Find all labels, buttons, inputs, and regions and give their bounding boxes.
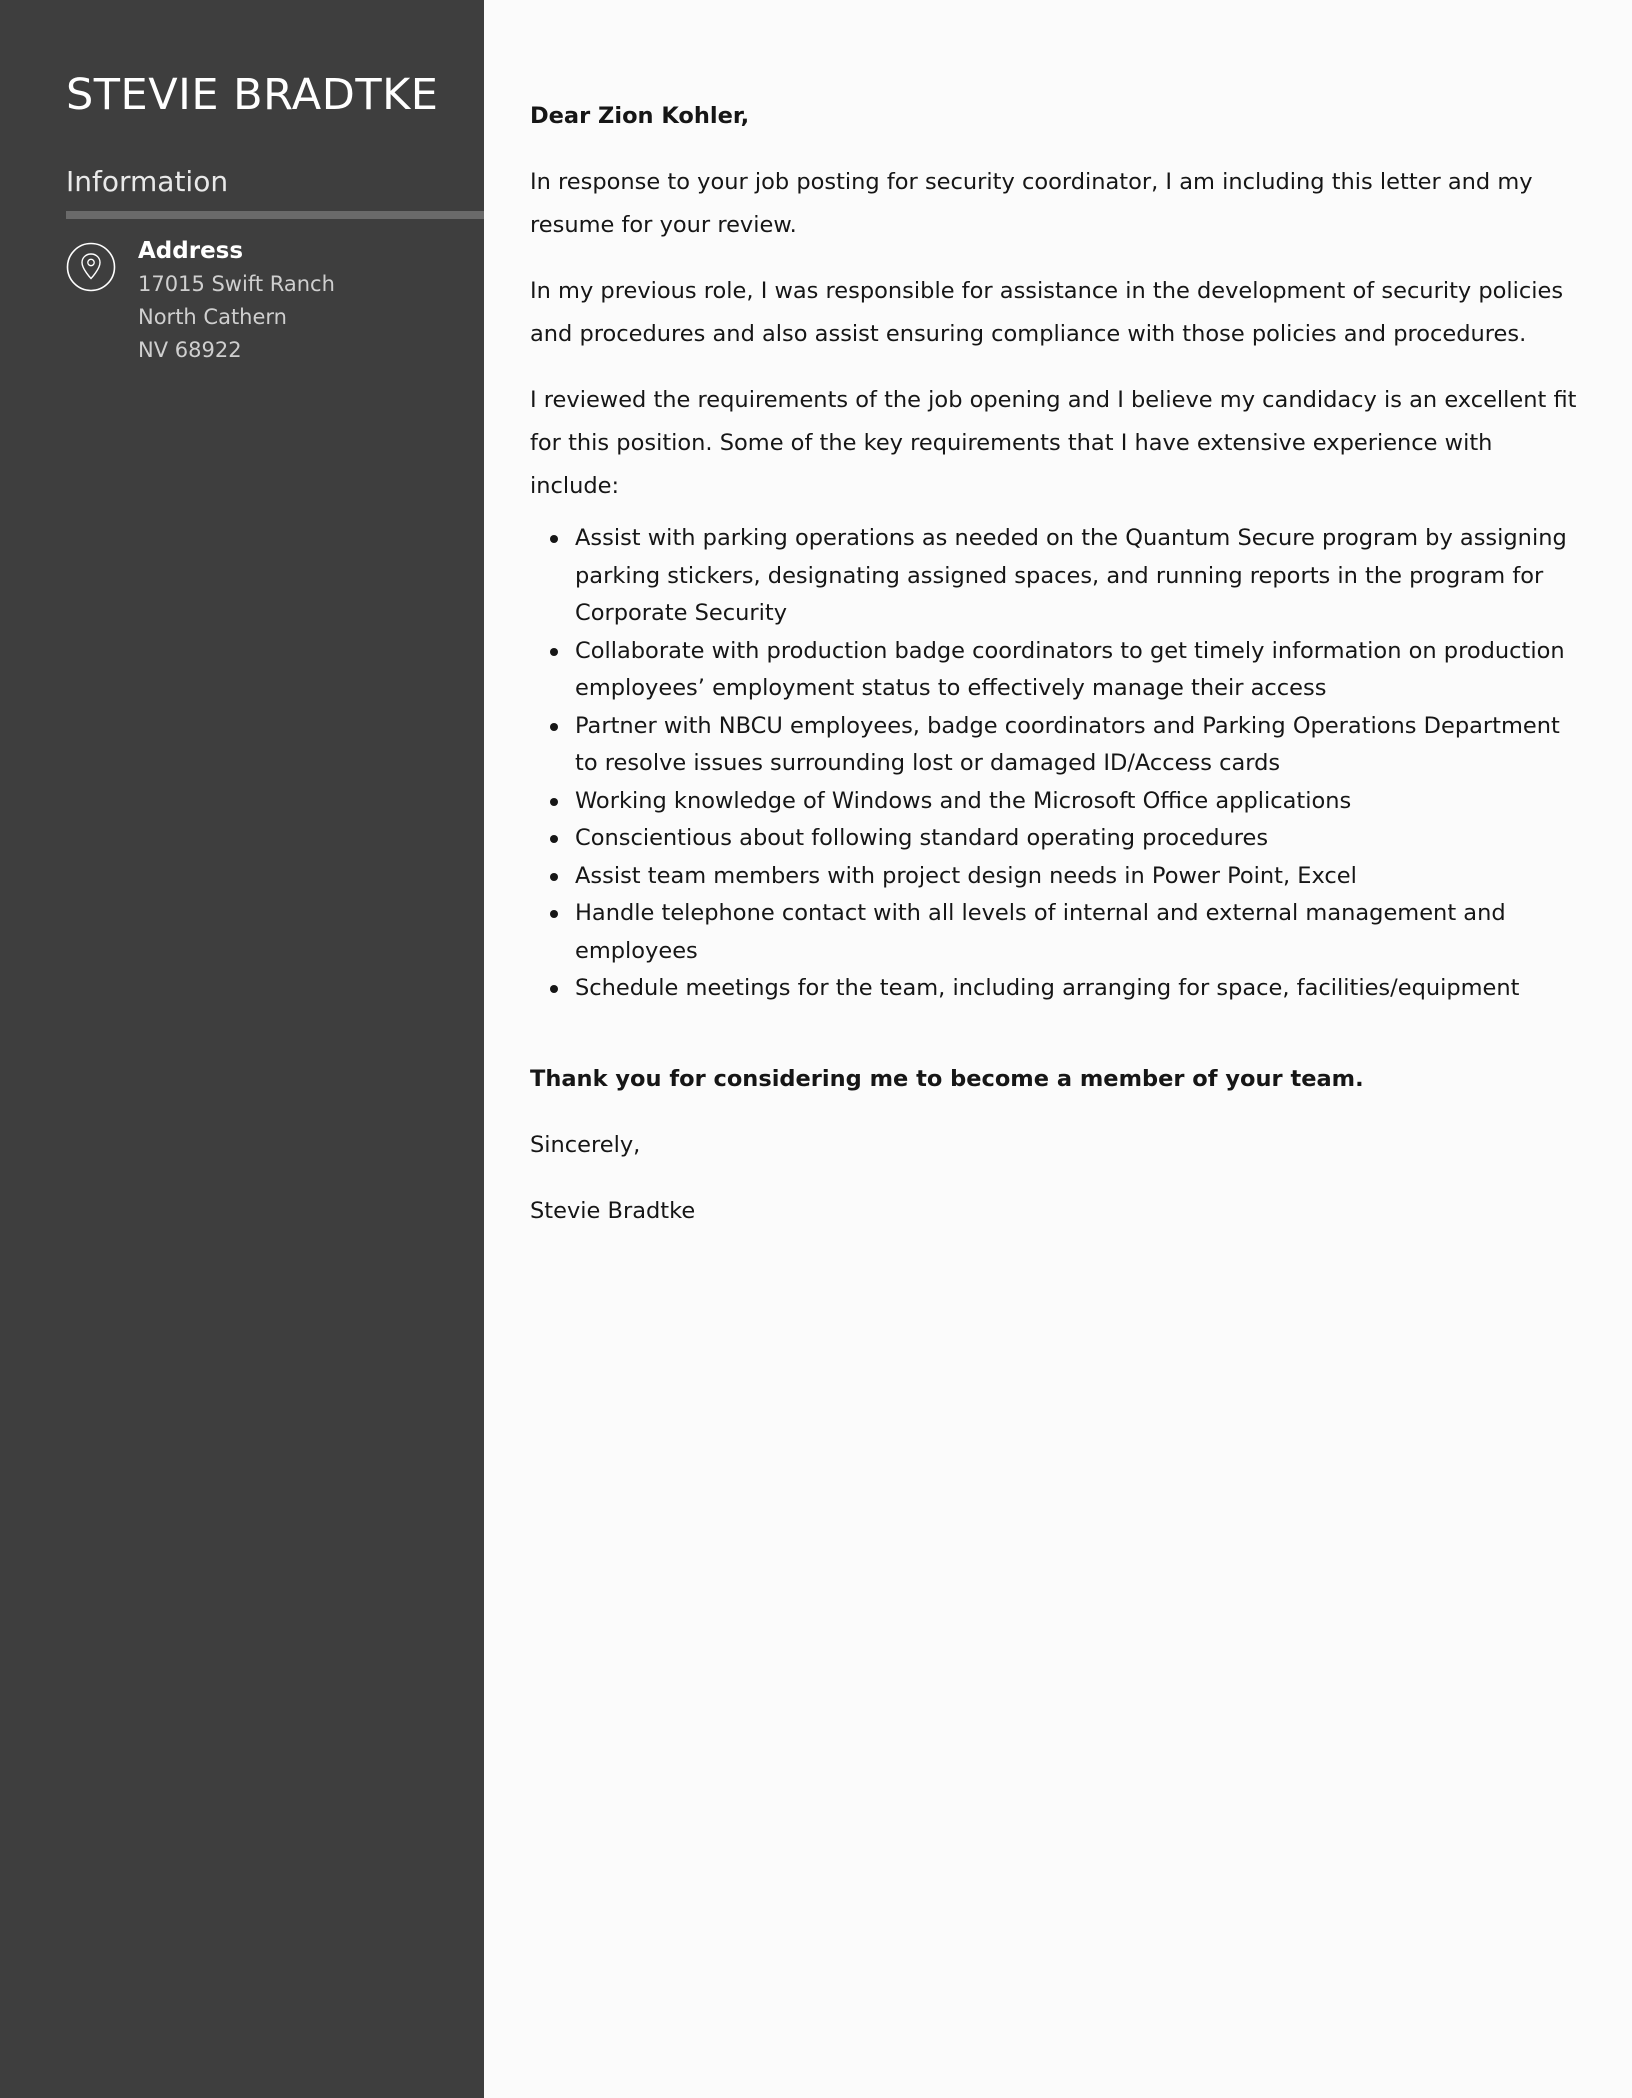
requirement-item: Conscientious about following standard operating procedures: [575, 820, 1580, 858]
requirement-item: Assist with parking operations as needed on the Quantum Secure program by assigning parking stickers, designating assigned spaces, and running reports in the program for Corporate Security: [575, 520, 1580, 633]
closing-thanks: Thank you for considering me to become a member of your team.: [530, 1065, 1364, 1092]
letter-paragraph: In response to your job posting for security coordinator, I am including this letter and my resume for your review.: [530, 169, 1533, 238]
signoff: Sincerely,: [530, 1131, 641, 1158]
requirement-item: Schedule meetings for the team, including arranging for space, facilities/equipment: [575, 970, 1580, 1008]
address-heading: Address: [138, 238, 244, 264]
letter-body: [530, 95, 1580, 1256]
letter-paragraph: In my previous role, I was responsible for assistance in the development of security policies and procedures and also assist ensuring compliance with those policies and procedures.: [530, 278, 1564, 347]
signature-name: Stevie Bradtke: [530, 1197, 696, 1224]
address-line: 17015 Swift Ranch: [138, 272, 335, 296]
letter-paragraph: I reviewed the requirements of the job opening and I believe my candidacy is an excellent fit for this position. Some of the key requirements that I have extensive experience with include:: [530, 387, 1577, 499]
address-line: North Cathern: [138, 305, 287, 329]
requirement-item: Partner with NBCU employees, badge coordinators and Parking Operations Department to resolve issues surrounding lost or damaged ID/Access cards: [575, 708, 1580, 783]
location-pin-icon: [66, 242, 116, 292]
letter-greeting: Dear Zion Kohler,: [530, 103, 750, 129]
requirement-item: Assist team members with project design needs in Power Point, Excel: [575, 858, 1580, 896]
section-title-information: Information: [66, 165, 229, 198]
section-divider: [66, 211, 484, 219]
requirement-item: Working knowledge of Windows and the Microsoft Office applications: [575, 783, 1580, 821]
candidate-name: STEVIE BRADTKE: [66, 70, 439, 120]
requirement-item: Collaborate with production badge coordinators to get timely information on production employees’ employment status to effectively manage their access: [575, 633, 1580, 708]
sidebar: [0, 0, 484, 2098]
address-line: NV 68922: [138, 338, 242, 362]
requirement-item: Handle telephone contact with all levels of internal and external management and employees: [575, 895, 1580, 970]
requirements-list: [530, 520, 1580, 1008]
